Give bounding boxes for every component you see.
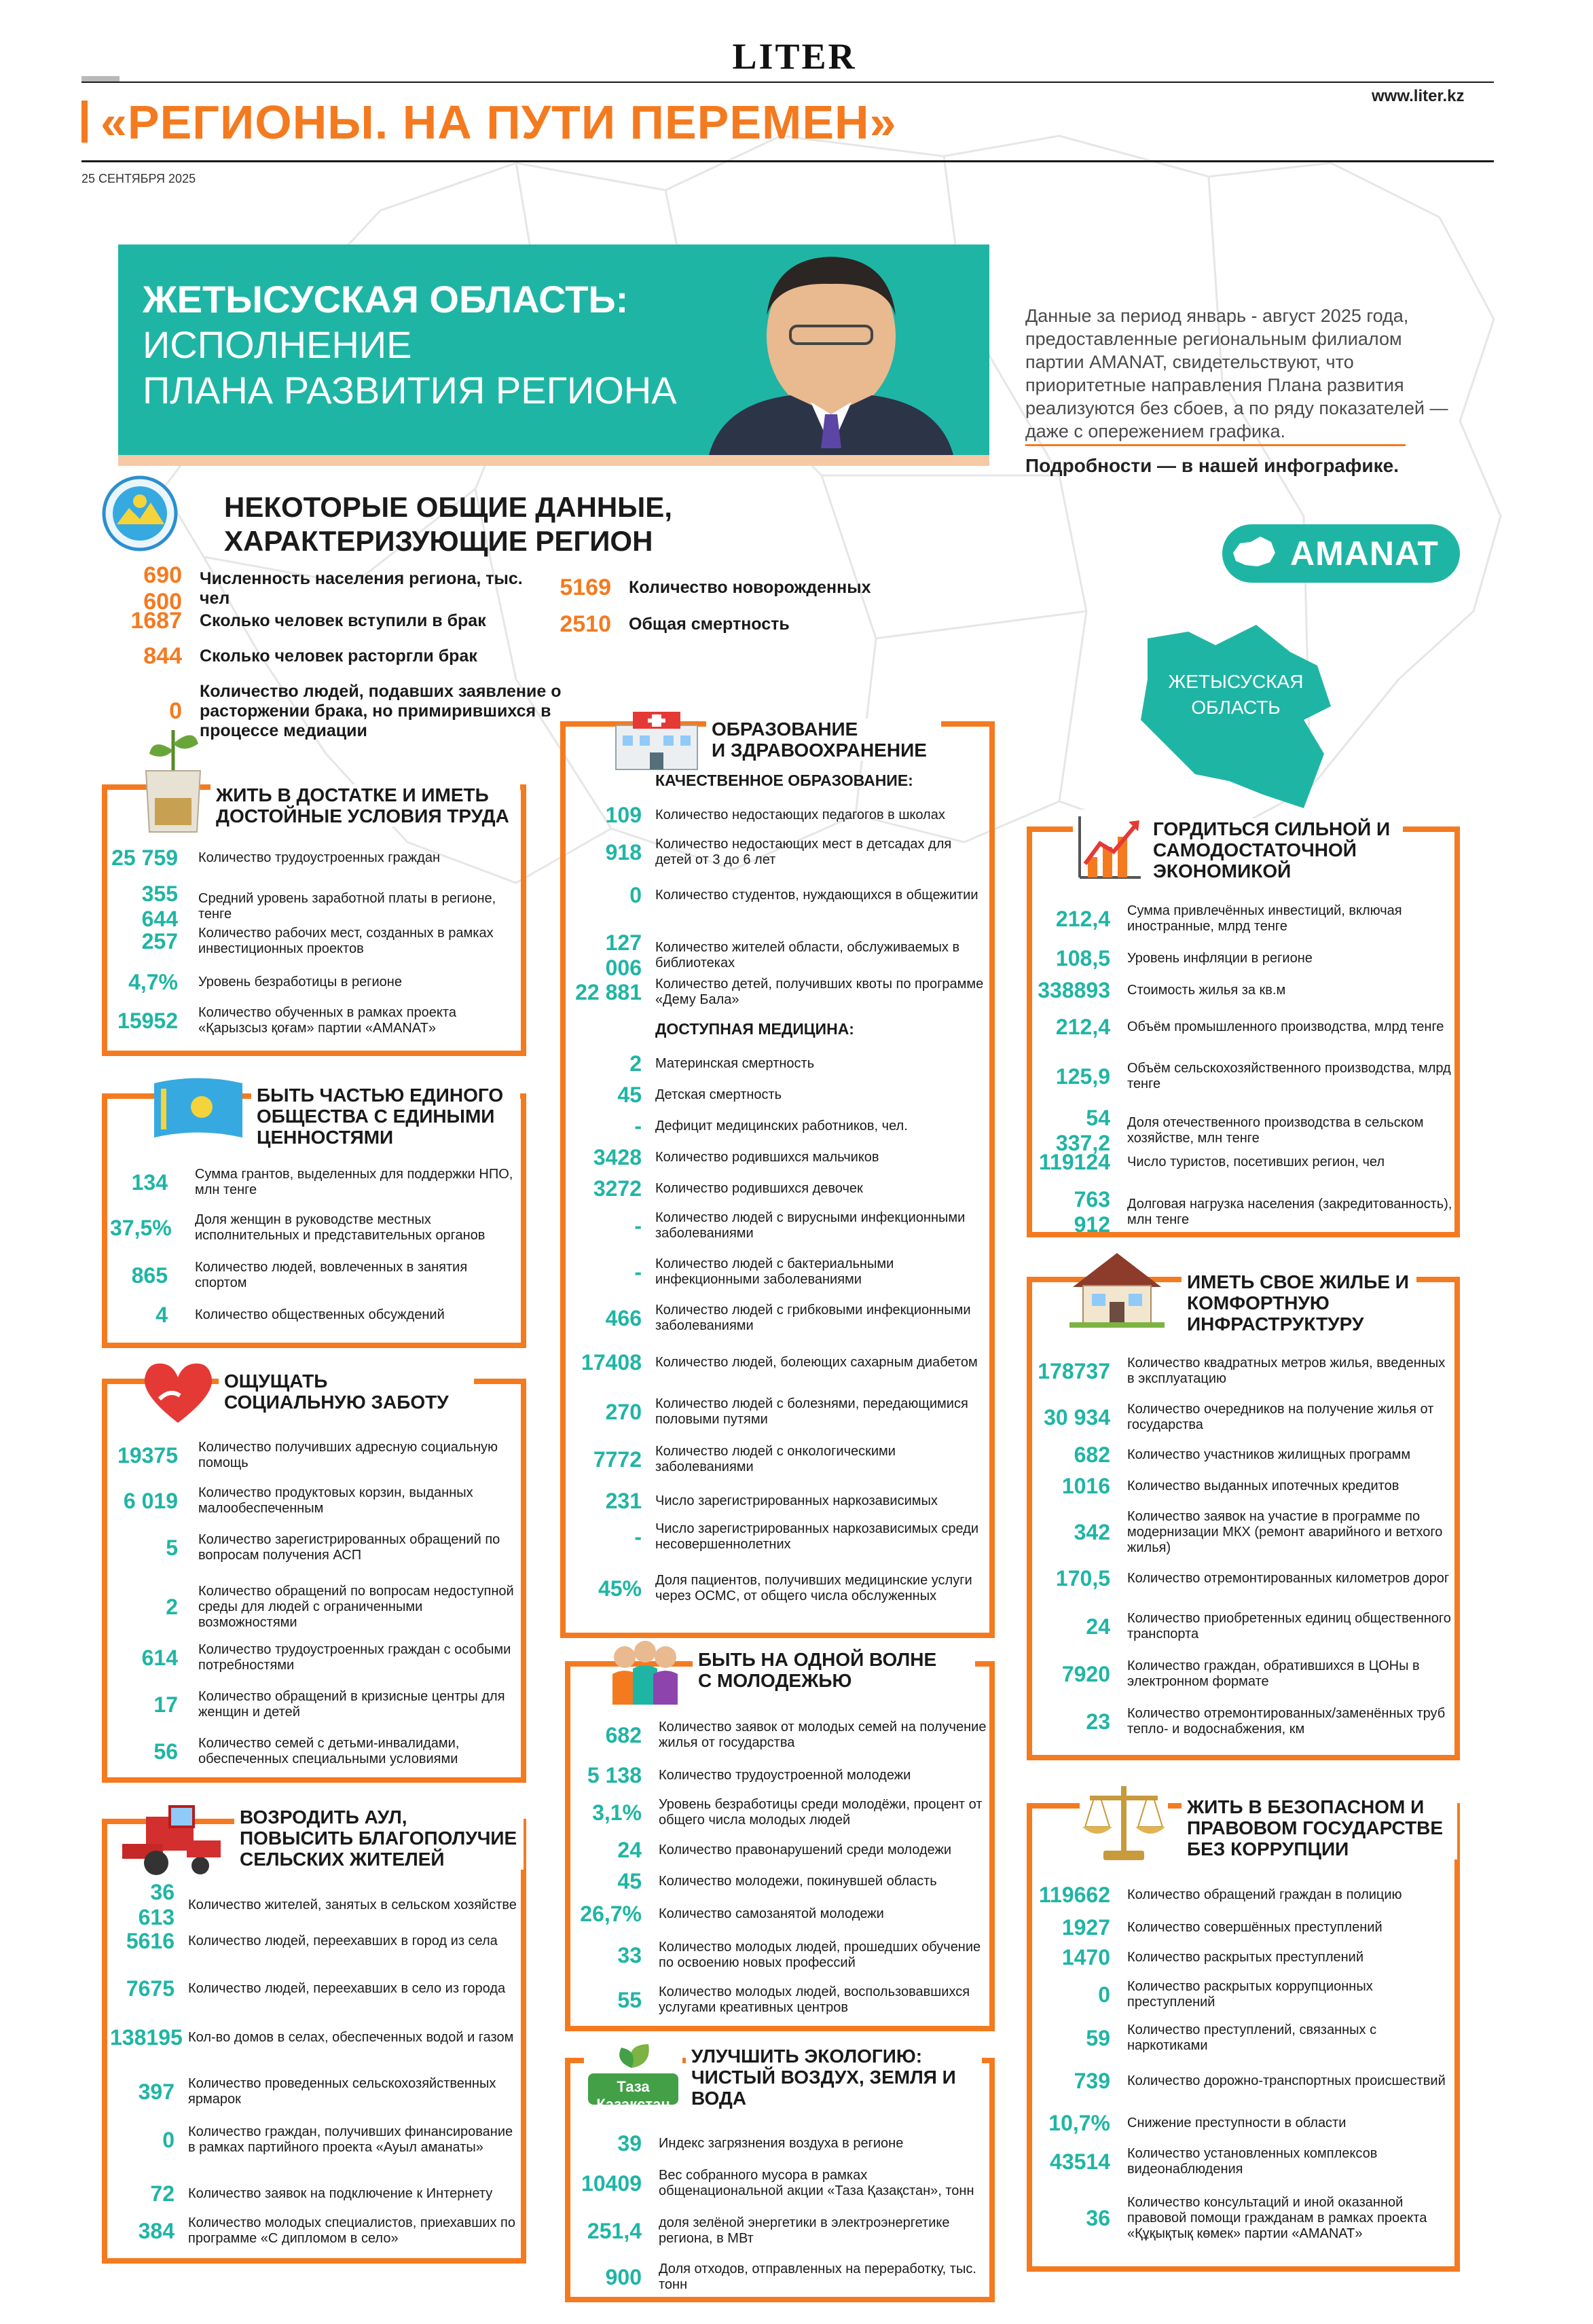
stat-row: 384 Количество молодых специалистов, приехавших по программе «С дипломом в село» [138, 2215, 515, 2246]
stat-row: 1927 Количество совершённых преступлений [1061, 1915, 1383, 1940]
stat-row: - Количество людей с бактериальными инфекционными заболеваниями [634, 1256, 894, 1287]
hero-title: ЖЕТЫСУСКАЯ ОБЛАСТЬ: [143, 278, 629, 321]
stat-row: 342 Количество заявок на участие в программе по модернизации МКХ (ремонт аварийного и ветхого жилья) [1074, 1509, 1443, 1555]
stat-row: 43514 Количество установленных комплексов видеонаблюдения [1050, 2146, 1378, 2177]
medicine-subheading: ДОСТУПНАЯ МЕДИЦИНА: [655, 1020, 854, 1038]
stat-row: 45% Доля пациентов, получивших медицинские услуги через ОСМС, от общего числа обслуженных [598, 1573, 972, 1603]
stat-row: 682 Количество участников жилищных программ [1074, 1442, 1411, 1467]
intro-rule [1025, 444, 1406, 446]
stat-row: 7675 Количество людей, переехавших в село из города [126, 1976, 506, 2001]
stat-row: 0 Количество раскрытых коррупционных преступлений [1098, 1979, 1373, 2010]
section-housing-title: ИМЕТЬ СВОЕ ЖИЛЬЕ И КОМФОРТНУЮ ИНФРАСТРУКТУРУ [1182, 1271, 1416, 1335]
section-work-title: ЖИТЬ В ДОСТАТКЕ И ИМЕТЬ ДОСТОЙНЫЕ УСЛОВИЯ ТРУДА [210, 784, 520, 827]
stat-row: 25 759 Количество трудоустроенных граждан [111, 846, 441, 870]
stat-row: 15952 Количество обученных в рамках проекта «Қарызсыз қоғам» партии «AMANAT» [117, 1005, 456, 1036]
section-economy-title: ГОРДИТЬСЯ СИЛЬНОЙ И САМОДОСТАТОЧНОЙ ЭКОНОМИКОЙ [1148, 818, 1403, 882]
section-village-title: ВОЗРОДИТЬ АУЛ, ПОВЫСИТЬ БЛАГОПОЛУЧИЕ СЕЛЬСКИХ ЖИТЕЛЕЙ [234, 1806, 524, 1870]
stat-row: 2 Количество обращений по вопросам недоступной среды для людей с ограниченными возможностями [166, 1584, 514, 1630]
stat-row: 900 Доля отходов, отправленных на переработку, тыс. тонн [605, 2262, 976, 2292]
kazakhstan-flag-icon [151, 1076, 246, 1144]
stat-row: 212,4 Объём промышленного производства, млрд тенге [1055, 1015, 1444, 1039]
stat-row: 56 Количество семей с детьми-инвалидами, обеспеченных специальными условиями [153, 1736, 460, 1766]
stat-row: - Дефицит медицинских работников, чел. [634, 1114, 908, 1138]
general-row: 844 Сколько человек расторгли брак [143, 643, 477, 669]
section-social-title: ОЩУЩАТЬ СОЦИАЛЬНУЮ ЗАБОТУ [219, 1370, 474, 1413]
stat-row: 17 Количество обращений в кризисные центры для женщин и детей [153, 1689, 505, 1720]
growth-chart-icon [1073, 810, 1148, 884]
hero-subtitle-2: ПЛАНА РАЗВИТИЯ РЕГИОНА [143, 369, 677, 412]
youth-group-icon [604, 1637, 686, 1705]
region-emblem-icon [102, 475, 178, 551]
general-row: 1687 Сколько человек вступили в брак [130, 608, 486, 634]
stat-row: 231 Число зарегистрированных наркозависимых [605, 1489, 938, 1513]
stat-row: 5 Количество зарегистрированных обращений по вопросам получения АСП [166, 1532, 500, 1563]
masthead-logo: LITER [732, 36, 857, 77]
page-title: «РЕГИОНЫ. НА ПУТИ ПЕРЕМЕН» [100, 96, 897, 149]
harvester-icon [119, 1803, 227, 1878]
stat-row: 119124 Число туристов, посетивших регион, чел [1038, 1150, 1385, 1174]
general-data-title: НЕКОТОРЫЕ ОБЩИЕ ДАННЫЕ, ХАРАКТЕРИЗУЮЩИЕ РЕГИОН [224, 491, 672, 557]
stat-row: 36 613 Количество жителей, занятых в сельском хозяйстве [138, 1880, 517, 1929]
stat-row: 2 Материнская смертность [629, 1051, 815, 1076]
taza-kazakhstan-logo [584, 2041, 682, 2116]
header-bottom-rule [81, 160, 1494, 162]
stat-row: 614 Количество трудоустроенных граждан с особыми потребностями [141, 1642, 511, 1673]
stat-row: 466 Количество людей с грибковыми инфекционными заболеваниями [605, 1303, 971, 1333]
general-row: 5169 Количество новорожденных [560, 575, 871, 600]
stat-row: 270 Количество людей с болезнями, передающимися половыми путями [605, 1396, 968, 1427]
stat-row: 0 Количество студентов, нуждающихся в общежитии [629, 883, 978, 907]
stat-row: 355 644 Средний уровень заработной платы в регионе, тенге [141, 882, 496, 931]
heart-care-icon [139, 1358, 217, 1426]
stat-row: 138195 Кол-во домов в селах, обеспеченных водой и газом [110, 2025, 514, 2050]
stat-row: 918 Количество недостающих мест в детсадах для детей от 3 до 6 лет [605, 837, 952, 867]
section-youth-title: БЫТЬ НА ОДНОЙ ВОЛНЕ С МОЛОДЕЖЬЮ [693, 1649, 975, 1691]
stat-row: 30 934 Количество очередников на получение жилья от государства [1044, 1402, 1434, 1432]
money-plant-icon [136, 723, 210, 839]
stat-row: 4 Количество общественных обсуждений [155, 1303, 445, 1327]
stat-row: 109 Количество недостающих педагогов в школах [605, 803, 945, 827]
stat-row: 170,5 Количество отремонтированных километров дорог [1055, 1566, 1450, 1591]
stat-row: 865 Количество людей, вовлеченных в занятия спортом [131, 1260, 468, 1290]
stat-row: 108,5 Уровень инфляции в регионе [1055, 946, 1313, 970]
stat-row: 45 Детская смертность [617, 1083, 782, 1107]
stat-row: 33 Количество молодых людей, прошедших обучение по освоению новых профессий [617, 1940, 981, 1970]
house-icon [1066, 1246, 1168, 1328]
stat-row: 3,1% Уровень безработицы среди молодёжи, процент от общего числа молодых людей [592, 1797, 983, 1828]
stat-row: 119662 Количество обращений граждан в полицию [1038, 1883, 1402, 1907]
education-subheading: КАЧЕСТВЕННОЕ ОБРАЗОВАНИЕ: [655, 771, 913, 789]
title-accent-bar [81, 101, 88, 143]
stat-row: 257 Количество рабочих мест, созданных в рамках инвестиционных проектов [141, 926, 494, 956]
stat-row: 127 006 Количество жителей области, обслуживаемых в библиотеках [605, 930, 960, 980]
stat-row: 682 Количество заявок от молодых семей на получение жилья от государства [605, 1720, 987, 1750]
general-row: 2510 Общая смертность [560, 611, 790, 637]
hero-strip [118, 455, 989, 466]
governor-portrait [682, 244, 981, 455]
stat-row: 6 019 Количество продуктовых корзин, выданных малообеспеченным [123, 1485, 473, 1516]
stat-row: 3428 Количество родившихся мальчиков [593, 1145, 879, 1169]
stat-row: 37,5% Доля женщин в руководстве местных исполнительных и представительных органов [110, 1212, 486, 1243]
section-education-title: ОБРАЗОВАНИЕ И ЗДРАВООХРАНЕНИЕ [706, 719, 941, 761]
stat-row: 212,4 Сумма привлечённых инвестиций, включая иностранные, млрд тенге [1055, 903, 1402, 934]
intro-text: Данные за период январь - август 2025 года, предоставленные региональным филиалом партии AMANAT, свидетельствуют, что приоритетные направления Плана развития реализуются без сбоев, а по ряду показателей — даже с опережением графика. [1025, 306, 1448, 441]
stat-row: 26,7% Количество самозанятой молодежи [580, 1902, 884, 1926]
stat-row: 55 Количество молодых людей, воспользовавшихся услугами креативных центров [617, 1984, 970, 2015]
stat-row: 23 Количество отремонтированных/заменённых труб тепло- и водоснабжения, км [1086, 1706, 1446, 1737]
stat-row: 3272 Количество родившихся девочек [593, 1176, 863, 1201]
hospital-building-icon [612, 705, 701, 773]
general-row: 0 Количество людей, подавших заявление о расторжении брака, но примирившихся в процессе медиации [169, 682, 562, 740]
stat-row: 338893 Стоимость жилья за кв.м [1038, 978, 1286, 1002]
site-url[interactable]: www.liter.kz [1372, 87, 1465, 105]
stat-row: 125,9 Объём сельскохозяйственного производства, млрд тенге [1055, 1061, 1451, 1091]
stat-row: 134 Сумма грантов, выделенных для поддержки НПО, млн тенге [131, 1167, 513, 1197]
stat-row: 763 912 Долговая нагрузка населения (закредитованность), млн тенге [1074, 1187, 1452, 1237]
region-label: ЖЕТЫСУСКАЯ ОБЛАСТЬ [1168, 671, 1304, 718]
stat-row: 19375 Количество получивших адресную социальную помощь [117, 1440, 498, 1470]
header-top-rule [81, 81, 1494, 83]
stat-row: - Число зарегистрированных наркозависимых среди несовершеннолетних [634, 1521, 979, 1552]
scales-of-justice-icon [1080, 1779, 1168, 1868]
stat-row: 17408 Количество людей, болеющих сахарным диабетом [581, 1350, 978, 1375]
general-row: 690 600 Численность населения региона, тыс. чел [143, 562, 523, 615]
section-ecology-title: УЛУЧШИТЬ ЭКОЛОГИЮ: ЧИСТЫЙ ВОЗДУХ, ЗЕМЛЯ И ВОДА [686, 2046, 982, 2109]
stat-row: 39 Индекс загрязнения воздуха в регионе [617, 2131, 904, 2156]
stat-row: - Количество людей с вирусными инфекционными заболеваниями [634, 1210, 966, 1241]
amanat-logo-text: AMANAT [1290, 534, 1439, 573]
stat-row: 22 881 Количество детей, получивших квоты по программе «Дему Бала» [575, 977, 984, 1007]
intro-details: Подробности — в нашей инфографике. [1025, 455, 1399, 476]
stat-row: 24 Количество правонарушений среди молодежи [617, 1838, 952, 1862]
kazakhstan-map-icon [1230, 532, 1278, 575]
section-safety-title: ЖИТЬ В БЕЗОПАСНОМ И ПРАВОВОМ ГОСУДАРСТВЕ БЕЗ КОРРУПЦИИ [1182, 1796, 1457, 1859]
taza-kazakhstan-logo-text: Таза Қазақстан [596, 2078, 670, 2113]
stat-row: 1470 Количество раскрытых преступлений [1061, 1945, 1364, 1969]
stat-row: 397 Количество проведенных сельскохозяйственных ярмарок [138, 2076, 496, 2107]
stat-row: 24 Количество приобретенных единиц общественного транспорта [1086, 1611, 1451, 1641]
stat-row: 5616 Количество людей, переехавших в город из села [126, 1929, 498, 1953]
stat-row: 10409 Вес собранного мусора в рамках общенациональной акции «Таза Қазақстан», тонн [581, 2168, 974, 2198]
stat-row: 7920 Количество граждан, обратившихся в ЦОНы в электронном формате [1061, 1658, 1420, 1689]
stat-row: 36 Количество консультаций и иной оказанной правовой помощи гражданам в рамках проекта «Құқықтық көмек» партии «AMANAT» [1086, 2195, 1427, 2241]
stat-row: 10,7% Снижение преступности в области [1048, 2111, 1347, 2135]
stat-row: 739 Количество дорожно-транспортных происшествий [1074, 2069, 1446, 2093]
stat-row: 7772 Количество людей с онкологическими заболеваниями [593, 1444, 896, 1474]
stat-row: 178737 Количество квадратных метров жилья, введенных в эксплуатацию [1038, 1356, 1446, 1386]
stat-row: 54 337,2 Доля отечественного производства в сельском хозяйстве, млн тенге [1055, 1106, 1424, 1155]
stat-row: 1016 Количество выданных ипотечных кредитов [1061, 1474, 1399, 1498]
stat-row: 5 138 Количество трудоустроенной молодежи [587, 1763, 911, 1787]
stat-row: 45 Количество молодежи, покинувшей область [617, 1869, 937, 1893]
issue-date: 25 СЕНТЯБРЯ 2025 [81, 172, 196, 185]
stat-row: 59 Количество преступлений, связанных с наркотиками [1086, 2022, 1377, 2053]
stat-row: 72 Количество заявок на подключение к Интернету [150, 2181, 493, 2206]
stat-row: 4,7% Уровень безработицы в регионе [128, 970, 402, 994]
stat-row: 0 Количество граждан, получивших финансирование в рамках партийного проекта «Ауыл аманаты» [162, 2124, 513, 2155]
stat-row: 251,4 доля зелёной энергетики в электроэнергетике региона, в МВт [587, 2215, 950, 2246]
section-society-title: БЫТЬ ЧАСТЬЮ ЕДИНОГО ОБЩЕСТВА С ЕДИНЫМИ ЦЕННОСТЯМИ [251, 1085, 520, 1148]
hero-subtitle-1: ИСПОЛНЕНИЕ [143, 323, 412, 366]
